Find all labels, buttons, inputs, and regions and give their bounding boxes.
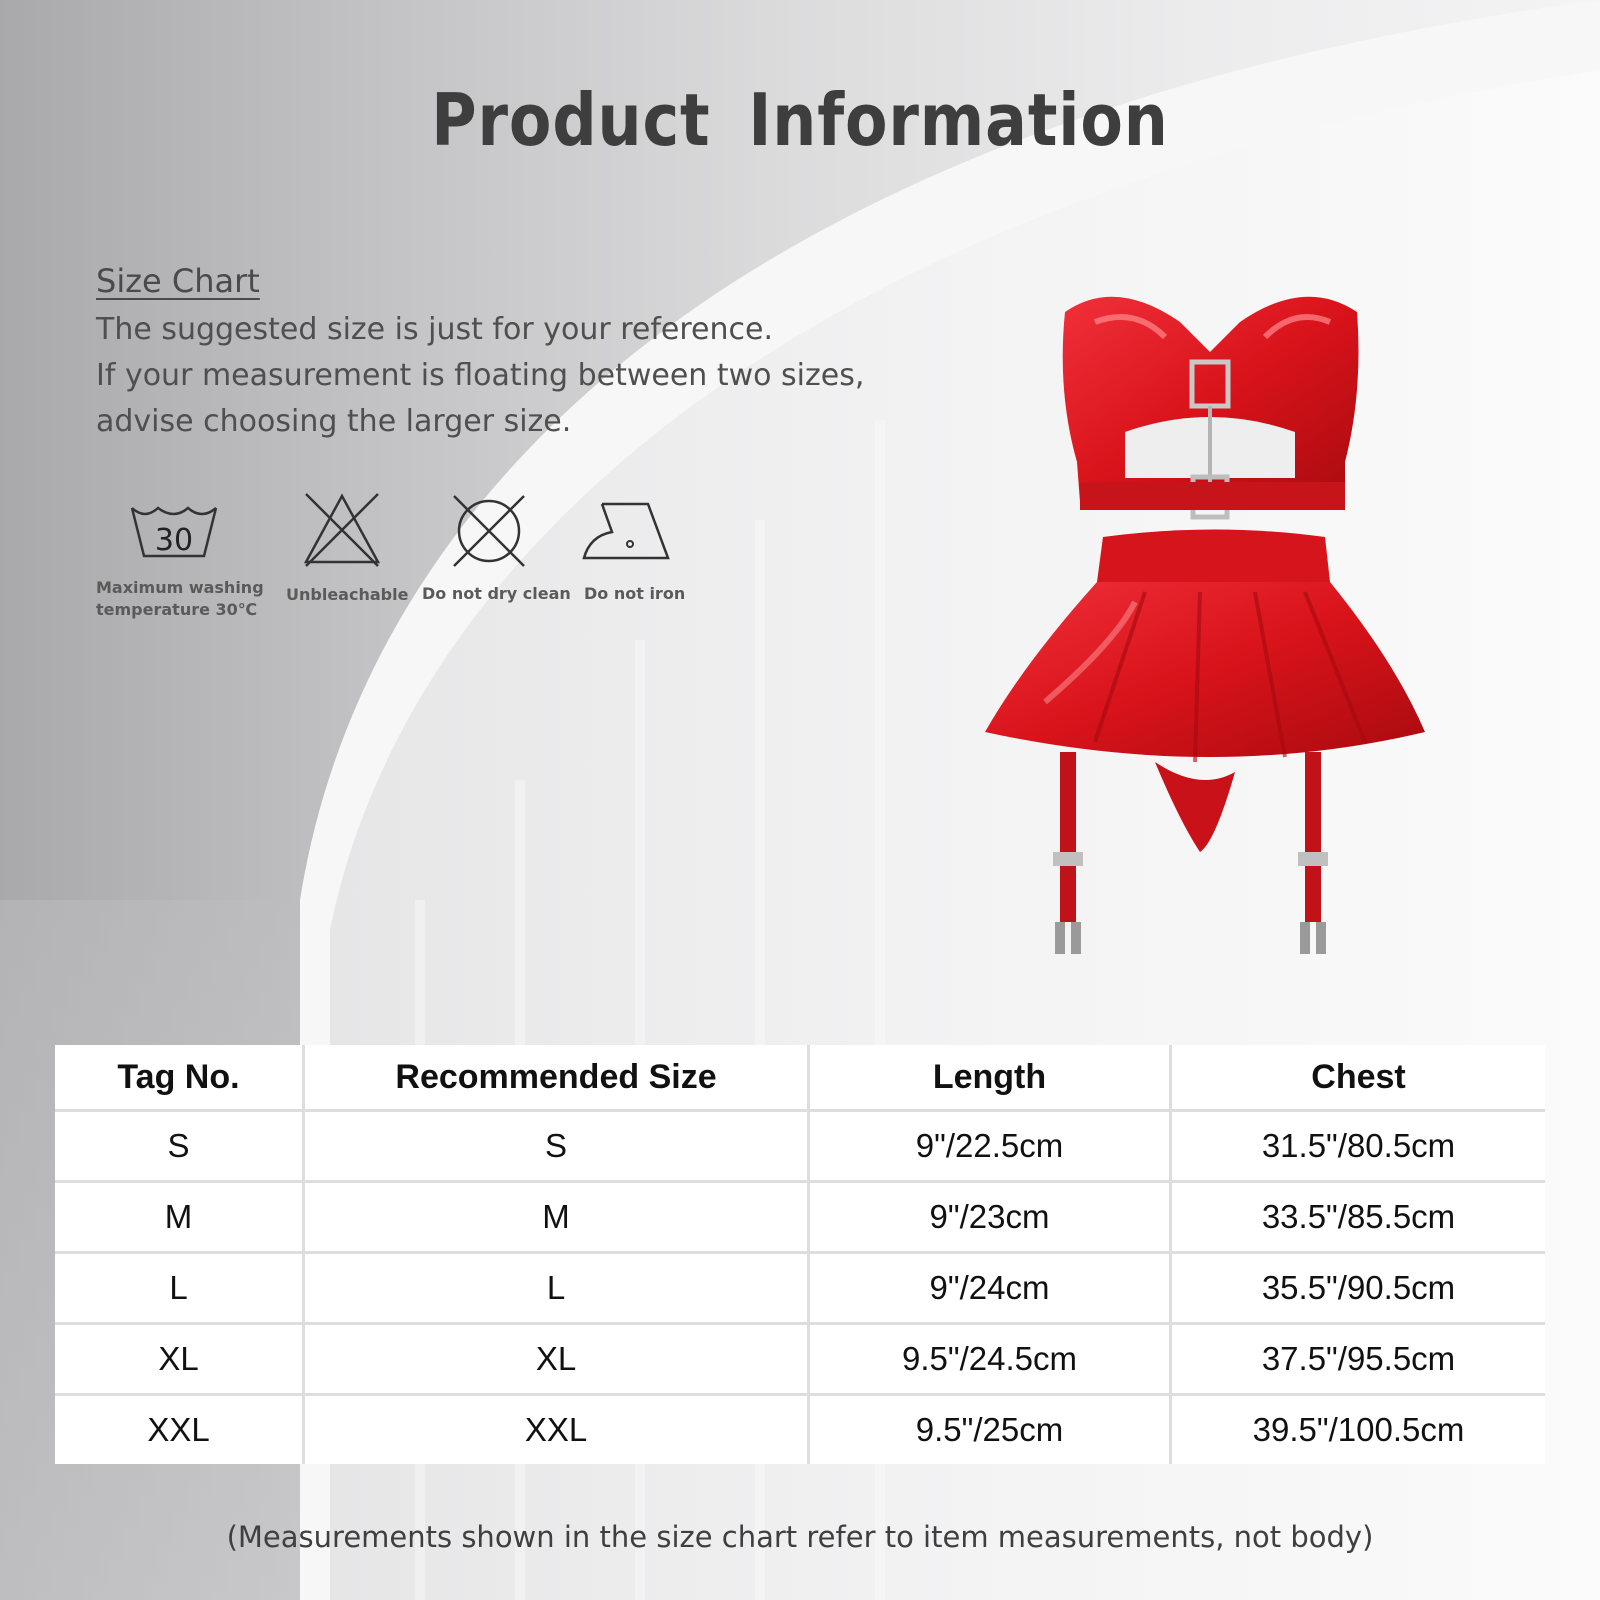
table-cell: M — [304, 1182, 809, 1253]
table-cell: 9.5"/24.5cm — [809, 1324, 1171, 1395]
care-label-line: Maximum washing — [96, 578, 264, 597]
table-header-row — [55, 1045, 1545, 1111]
care-label-bleach: Unbleachable — [286, 585, 409, 604]
care-label-line: temperature 30℃ — [96, 600, 258, 619]
table-cell: 9"/22.5cm — [809, 1111, 1171, 1182]
column-header: Recommended Size — [304, 1045, 809, 1111]
table-cell: S — [55, 1111, 304, 1182]
care-label-wash — [96, 577, 264, 621]
table-cell: 37.5"/95.5cm — [1171, 1324, 1546, 1395]
table-row — [55, 1253, 1545, 1324]
column-header: Chest — [1171, 1045, 1546, 1111]
size-note-line: The suggested size is just for your reference. — [96, 312, 773, 347]
table-cell: S — [304, 1111, 809, 1182]
table-cell: L — [55, 1253, 304, 1324]
table-cell: 31.5"/80.5cm — [1171, 1111, 1546, 1182]
table-row — [55, 1395, 1545, 1465]
page-title: Product Information — [431, 78, 1169, 162]
table-cell: 39.5"/100.5cm — [1171, 1395, 1546, 1465]
no-iron-icon — [582, 500, 670, 564]
wash-temperature-number: 30 — [154, 523, 194, 558]
size-table — [55, 1045, 1545, 1464]
table-cell: XXL — [304, 1395, 809, 1465]
column-header: Tag No. — [55, 1045, 304, 1111]
size-note-line: If your measurement is floating between two sizes, — [96, 358, 865, 393]
size-note-line: advise choosing the larger size. — [96, 404, 572, 439]
care-label-iron: Do not iron — [584, 584, 686, 603]
product-image — [985, 282, 1445, 972]
table-row — [55, 1111, 1545, 1182]
wash-30-icon — [128, 500, 220, 562]
table-cell: XL — [55, 1324, 304, 1395]
no-bleach-icon — [302, 490, 382, 570]
table-cell: 9"/23cm — [809, 1182, 1171, 1253]
no-dry-clean-icon — [452, 494, 526, 568]
table-cell: XL — [304, 1324, 809, 1395]
table-cell: 9.5"/25cm — [809, 1395, 1171, 1465]
measurement-footnote: (Measurements shown in the size chart refer to item measurements, not body) — [226, 1520, 1374, 1554]
care-label-dry-clean: Do not dry clean — [422, 584, 571, 603]
table-cell: M — [55, 1182, 304, 1253]
table-cell: L — [304, 1253, 809, 1324]
table-cell: 35.5"/90.5cm — [1171, 1253, 1546, 1324]
table-row — [55, 1182, 1545, 1253]
column-header: Length — [809, 1045, 1171, 1111]
size-chart-heading: Size Chart — [96, 262, 260, 300]
table-cell: XXL — [55, 1395, 304, 1465]
table-row — [55, 1324, 1545, 1395]
table-cell: 9"/24cm — [809, 1253, 1171, 1324]
table-cell: 33.5"/85.5cm — [1171, 1182, 1546, 1253]
